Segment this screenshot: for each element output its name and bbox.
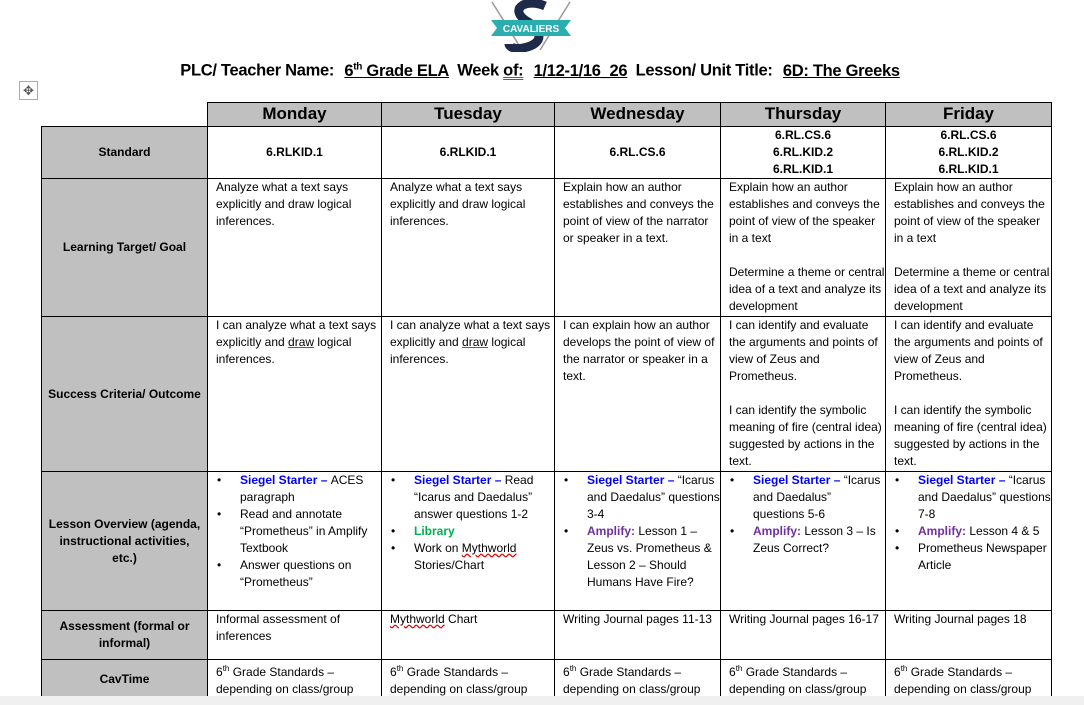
- grade-text: Grade ELA: [362, 61, 449, 80]
- row-label: Standard: [42, 127, 208, 179]
- standard-code: 6.RL.CS.6: [940, 128, 997, 142]
- table-cell[interactable]: [382, 611, 555, 660]
- day-header-row: [42, 103, 1052, 127]
- table-cell[interactable]: [886, 127, 1052, 179]
- activity-text: Siegel Starter –: [414, 473, 505, 487]
- cell-paragraph: [894, 317, 1051, 385]
- activity-item: [240, 472, 381, 506]
- cell-paragraph: [390, 317, 554, 368]
- cell-paragraph: [894, 611, 1051, 628]
- cell-sup: th: [396, 664, 404, 673]
- cell-paragraph: [729, 179, 885, 247]
- activity-item: [753, 472, 885, 523]
- teacher-name-value: [344, 62, 449, 80]
- cell-text: Grade Standards – depending on class/group: [216, 665, 354, 696]
- cell-text: Analyze what a text says explicitly and draw logical inferences.: [216, 180, 352, 228]
- horizontal-scrollbar[interactable]: [0, 696, 1084, 705]
- cell-paragraph: [729, 402, 885, 470]
- activity-text: Siegel Starter –: [587, 473, 678, 487]
- cell-paragraph: [216, 179, 381, 230]
- table-row: [42, 611, 1052, 660]
- activity-text: Lesson 1 – Zeus vs. Prometheus & Lesson 2 – Should Humans Have Fire?: [587, 524, 712, 589]
- table-cell[interactable]: [382, 317, 555, 472]
- activity-text: Siegel Starter –: [240, 473, 331, 487]
- cell-text: Writing Journal pages 18: [894, 612, 1027, 626]
- cell-text: I can analyze what a text says explicitly and draw logical inferences.: [216, 318, 377, 366]
- cell-paragraph: [894, 660, 1051, 698]
- grade-suffix: th: [353, 61, 363, 72]
- table-cell[interactable]: [382, 127, 555, 179]
- activity-text: Answer questions on “Prometheus”: [240, 558, 352, 589]
- table-cell[interactable]: [208, 611, 382, 660]
- cell-paragraph: [729, 660, 885, 698]
- table-cell[interactable]: [721, 611, 886, 660]
- table-cell[interactable]: [208, 179, 382, 317]
- cell-paragraph: [216, 317, 381, 368]
- cell-paragraph: [563, 660, 720, 698]
- table-row: [42, 179, 1052, 317]
- day-header-monday: Monday: [208, 103, 382, 127]
- cell-paragraph: [563, 179, 720, 247]
- unit-label: Lesson/ Unit Title:: [635, 61, 773, 80]
- cell-paragraph: [390, 179, 554, 230]
- standard-code: 6.RLKID.1: [439, 145, 497, 159]
- cell-text: I can explain how an author develops the point of view of the narrator or speaker in a text.: [563, 318, 715, 383]
- cell-paragraph: [894, 179, 1051, 247]
- cell-text: Writing Journal pages 11-13: [563, 612, 712, 626]
- activity-item: [918, 540, 1051, 574]
- activity-item: [240, 557, 381, 591]
- cell-text: Analyze what a text says explicitly and draw logical inferences.: [390, 180, 526, 228]
- table-cell[interactable]: [555, 179, 721, 317]
- cell-sup: th: [735, 664, 743, 673]
- activity-list: [563, 472, 720, 591]
- standard-code: 6.RL.KID.2: [772, 145, 833, 159]
- activity-text: Siegel Starter –: [753, 473, 844, 487]
- activity-item: [414, 540, 554, 574]
- cell-sup: th: [900, 664, 908, 673]
- activity-text: ACES paragraph: [240, 473, 364, 504]
- table-row: [42, 660, 1052, 700]
- cell-paragraph: [729, 317, 885, 385]
- cell-text: Grade Standards – depending on class/group: [390, 665, 528, 696]
- activity-item: [918, 523, 1051, 540]
- standard-code: 6.RL.CS.6: [609, 145, 666, 159]
- row-label: Learning Target/ Goal: [42, 179, 208, 317]
- cell-text: Grade Standards – depending on class/group: [563, 665, 701, 696]
- activity-text: Work on: [414, 541, 462, 555]
- cell-text: Grade Standards – depending on class/group: [729, 665, 867, 696]
- cell-text: Determine a theme or central idea of a text and analyze its development: [729, 265, 885, 313]
- school-logo: [487, 0, 575, 52]
- activity-list: [729, 472, 885, 557]
- table-cell[interactable]: [208, 127, 382, 179]
- cell-paragraph: [729, 611, 885, 628]
- cell-text: I can identify the symbolic meaning of fire (central idea) suggested by actions in the text.: [729, 403, 882, 468]
- table-cell[interactable]: [886, 472, 1052, 611]
- table-cell[interactable]: [555, 472, 721, 611]
- table-cell[interactable]: [555, 317, 721, 472]
- document-title: [0, 61, 1084, 81]
- cell-paragraph: [390, 611, 554, 628]
- activity-text: Prometheus Newspaper Article: [918, 541, 1047, 572]
- activity-item: [753, 523, 885, 557]
- cell-paragraph: [216, 660, 381, 698]
- table-move-handle-icon[interactable]: ✥: [19, 81, 38, 100]
- table-cell[interactable]: [721, 660, 886, 700]
- grade-number: 6: [344, 61, 354, 80]
- activity-item: [414, 472, 554, 523]
- row-label: Lesson Overview (agenda, instructional activities, etc.): [42, 472, 208, 611]
- cell-paragraph: [729, 264, 885, 315]
- row-label: Assessment (formal or informal): [42, 611, 208, 660]
- activity-text: Lesson 3 – Is Zeus Correct?: [753, 524, 876, 555]
- standard-code: 6.RL.CS.6: [774, 128, 831, 142]
- cell-text: Mythworld Chart: [390, 612, 478, 626]
- table-cell[interactable]: [382, 179, 555, 317]
- activity-item: [240, 506, 381, 557]
- week-of: of:: [503, 61, 524, 80]
- table-cell[interactable]: [555, 660, 721, 700]
- day-header-friday: Friday: [886, 103, 1052, 127]
- table-cell[interactable]: [721, 317, 886, 472]
- standard-code: 6.RL.KID.1: [938, 162, 999, 176]
- cell-paragraph: [390, 660, 554, 698]
- standard-code: 6.RL.KID.1: [772, 162, 833, 176]
- row-label: CavTime: [42, 660, 208, 700]
- table-row: [42, 317, 1052, 472]
- day-header-thursday: Thursday: [721, 103, 886, 127]
- cell-paragraph: [563, 317, 720, 385]
- standard-code: 6.RL.KID.2: [938, 145, 999, 159]
- activity-text: Amplify:: [587, 524, 639, 538]
- row-label: Success Criteria/ Outcome: [42, 317, 208, 472]
- activity-text: Library: [414, 524, 455, 538]
- table-cell[interactable]: [886, 317, 1052, 472]
- cell-text: I can identify the symbolic meaning of fire (central idea) suggested by actions in the text.: [894, 403, 1047, 468]
- activity-text: Amplify:: [918, 524, 970, 538]
- activity-item: [414, 523, 554, 540]
- plc-label: PLC/ Teacher Name:: [180, 61, 335, 80]
- table-cell[interactable]: [721, 179, 886, 317]
- activity-text: Amplify:: [753, 524, 805, 538]
- cell-text: 6: [390, 665, 397, 679]
- table-cell[interactable]: [555, 611, 721, 660]
- cell-text: I can identify and evaluate the arguments and points of view of Zeus and Prometheus.: [729, 318, 878, 383]
- cell-text: I can identify and evaluate the arguments and points of view of Zeus and Prometheus.: [894, 318, 1043, 383]
- activity-item: [587, 472, 720, 523]
- table-row: [42, 127, 1052, 179]
- activity-text: “Icarus and Daedalus” questions 5-6: [753, 473, 881, 521]
- activity-list: [894, 472, 1051, 574]
- lesson-plan-table: [41, 102, 1052, 700]
- table-cell[interactable]: [721, 127, 886, 179]
- table-cell[interactable]: [886, 179, 1052, 317]
- activity-item: [587, 523, 720, 591]
- activity-text: Read “Icarus and Daedalus” answer questions 1-2: [414, 473, 534, 521]
- cell-text: 6: [894, 665, 901, 679]
- cell-paragraph: [563, 611, 720, 628]
- table-row: [42, 472, 1052, 611]
- table-cell[interactable]: [721, 472, 886, 611]
- cell-text: Determine a theme or central idea of a text and analyze its development: [894, 265, 1050, 313]
- activity-text: Stories/Chart: [414, 558, 485, 572]
- cell-text: 6: [729, 665, 736, 679]
- svg-text:CAVALIERS: CAVALIERS: [502, 24, 560, 35]
- cell-text: Explain how an author establishes and conveys the point of view of the speaker in a text: [894, 180, 1045, 245]
- cell-text: I can analyze what a text says explicitly and draw logical inferences.: [390, 318, 551, 366]
- standard-code: 6.RLKID.1: [266, 145, 323, 159]
- table-cell[interactable]: [208, 660, 382, 700]
- cell-paragraph: [894, 264, 1051, 315]
- activity-list: [390, 472, 554, 574]
- cell-text: 6: [563, 665, 570, 679]
- cell-text: Grade Standards – depending on class/group: [894, 665, 1032, 696]
- activity-text: “Icarus and Daedalus” questions 7-8: [918, 473, 1051, 521]
- table-cell[interactable]: [886, 611, 1052, 660]
- activity-text: Mythworld: [461, 541, 517, 555]
- activity-text: “Icarus and Daedalus” questions 3-4: [587, 473, 720, 521]
- corner-cell: [42, 103, 208, 127]
- activity-text: Siegel Starter –: [918, 473, 1009, 487]
- week-label: Week: [457, 61, 504, 80]
- cell-paragraph: [894, 402, 1051, 470]
- table-cell[interactable]: [382, 660, 555, 700]
- table-cell[interactable]: [886, 660, 1052, 700]
- table-cell[interactable]: [382, 472, 555, 611]
- week-value: 1/12-1/16_26: [533, 61, 628, 80]
- activity-list: [216, 472, 381, 591]
- table-cell[interactable]: [555, 127, 721, 179]
- cell-paragraph: [216, 611, 381, 645]
- cell-text: Informal assessment of inferences: [216, 612, 341, 643]
- activity-item: [918, 472, 1051, 523]
- cell-text: Explain how an author establishes and conveys the point of view of the narrator or speaker in a text.: [563, 180, 714, 245]
- table-cell[interactable]: [208, 317, 382, 472]
- cell-text: 6: [216, 665, 223, 679]
- cell-sup: th: [222, 664, 230, 673]
- day-header-wednesday: Wednesday: [555, 103, 721, 127]
- unit-value: 6D: The Greeks: [782, 61, 900, 80]
- cell-text: Writing Journal pages 16-17: [729, 612, 879, 626]
- day-header-tuesday: Tuesday: [382, 103, 555, 127]
- cell-sup: th: [569, 664, 577, 673]
- table-cell[interactable]: [208, 472, 382, 611]
- activity-text: Lesson 4 & 5: [969, 524, 1040, 538]
- cell-text: Explain how an author establishes and conveys the point of view of the speaker in a text: [729, 180, 880, 245]
- activity-text: Read and annotate “Prometheus” in Amplify Textbook: [240, 507, 368, 555]
